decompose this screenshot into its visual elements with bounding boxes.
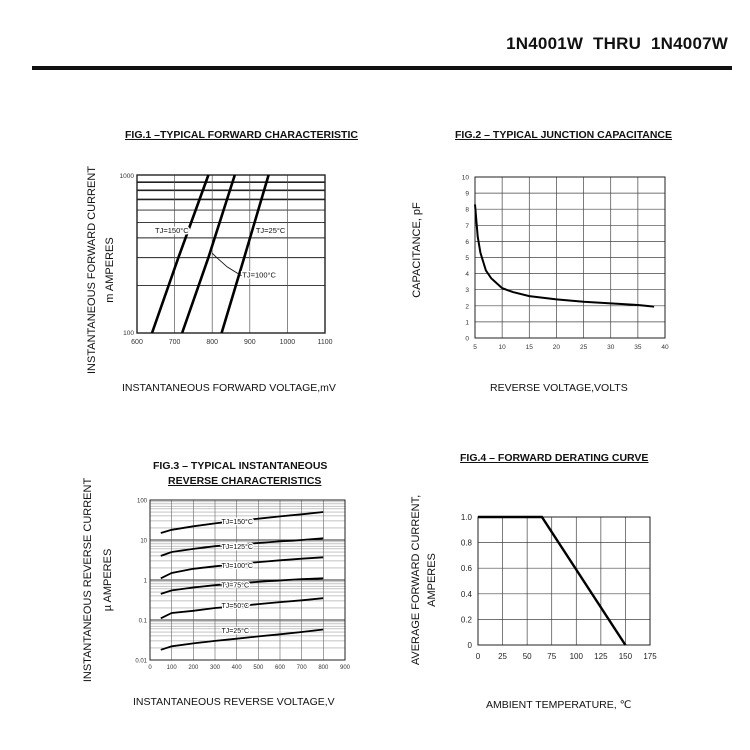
fig2-x-tick-label: 20 — [552, 344, 561, 351]
fig2-x-tick-label: 25 — [579, 344, 588, 351]
fig2-x-tick-label: 40 — [661, 344, 669, 351]
fig3-x-tick-label: 400 — [231, 665, 242, 671]
fig3-x-tick-label: 300 — [209, 665, 221, 671]
fig1-x-tick-label: 800 — [206, 339, 219, 346]
fig3-series-label: TJ=125°C — [221, 543, 253, 551]
fig4-ylabel-2: AMPERES — [426, 553, 438, 607]
fig4-x-tick-label: 0 — [475, 652, 481, 661]
fig2-y-tick-label: 3 — [465, 287, 469, 295]
fig1-ylabel-1: INSTANTANEOUS FORWARD CURRENT — [86, 166, 98, 374]
fig2-chart — [450, 165, 680, 365]
fig2-y-tick-label: 7 — [465, 222, 469, 230]
fig2-y-tick-label: 4 — [465, 271, 469, 279]
fig3-y-tick-label: 0.1 — [138, 618, 147, 625]
fig2-ylabel: CAPACITANCE, pF — [411, 202, 423, 298]
fig3-y-tick-label: 10 — [140, 538, 147, 545]
fig3-y-tick-label: 1 — [143, 578, 147, 585]
fig2-y-tick-label: 6 — [465, 238, 469, 246]
fig3-title-1: FIG.3 – TYPICAL INSTANTANEOUS — [153, 460, 328, 472]
fig1-xlabel: INSTANTANEOUS FORWARD VOLTAGE,mV — [122, 382, 336, 394]
fig4-x-tick-label: 150 — [618, 652, 633, 661]
fig4-x-tick-label: 75 — [547, 652, 557, 661]
fig4-y-tick-label: 0.8 — [460, 538, 472, 548]
fig2-y-tick-label: 8 — [465, 206, 469, 214]
fig4-title: FIG.4 – FORWARD DERATING CURVE — [460, 452, 649, 464]
fig4-y-tick-label: 0 — [467, 641, 472, 650]
fig3-series-label: TJ=25°C — [221, 627, 250, 635]
fig3-y-tick-label: 0.01 — [135, 658, 147, 665]
fig3-x-tick-label: 600 — [274, 665, 286, 671]
fig4-y-tick-label: 0.6 — [460, 564, 472, 574]
fig3-title-2: REVERSE CHARACTERISTICS — [168, 475, 322, 487]
fig1-title: FIG.1 –TYPICAL FORWARD CHARACTERISTIC — [125, 129, 358, 141]
fig4-frame — [478, 517, 650, 645]
fig1-x-tick-label: 1100 — [317, 339, 333, 346]
fig2-x-tick-label: 10 — [498, 344, 506, 351]
fig3-xlabel: INSTANTANEOUS REVERSE VOLTAGE,V — [133, 696, 335, 708]
fig3-series-label: TJ=50°C — [221, 602, 250, 610]
fig1-x-tick-label: 900 — [243, 339, 256, 346]
fig1-ylabel-2: m AMPERES — [104, 237, 116, 303]
fig2-x-tick-label: 5 — [473, 344, 477, 351]
fig3-ylabel-1: INSTANTANEOUS REVERSE CURRENT — [82, 477, 94, 683]
fig4-x-tick-label: 50 — [522, 652, 532, 661]
fig2-y-tick-label: 9 — [465, 190, 469, 198]
fig3-series-label: TJ=150°C — [221, 519, 253, 527]
fig2-x-tick-label: 30 — [607, 344, 615, 351]
fig3-y-tick-label: 100 — [136, 498, 147, 505]
page-header-title: 1N4001W THRU 1N4007W — [506, 34, 728, 53]
fig3-x-tick-label: 500 — [253, 665, 264, 671]
fig3-x-tick-label: 0 — [148, 665, 152, 671]
fig1-label-tj150: TJ=150°C — [155, 225, 189, 235]
fig3-x-tick-label: 100 — [166, 665, 177, 671]
fig4-x-tick-label: 100 — [569, 652, 583, 661]
fig4-x-tick-label: 125 — [594, 652, 608, 661]
fig4-x-tick-label: 175 — [643, 652, 657, 661]
fig3-x-tick-label: 900 — [339, 665, 351, 671]
fig1-x-tick-label: 700 — [168, 339, 181, 346]
fig3-x-tick-label: 700 — [296, 665, 307, 671]
fig1-label-tj100: TJ=100°C — [242, 270, 276, 280]
fig1-label-tj25: TJ=25°C — [255, 225, 286, 235]
fig3-ylabel-2: µ AMPERES — [102, 548, 114, 612]
fig3-chart — [120, 490, 360, 675]
fig2-y-tick-label: 10 — [461, 174, 469, 182]
fig4-y-tick-label: 0.4 — [460, 589, 472, 599]
fig1-y-tick-label: 100 — [123, 330, 134, 337]
fig4-ylabel-1: AVERAGE FORWARD CURRENT, — [410, 494, 422, 666]
fig1-x-tick-label: 1000 — [279, 339, 296, 346]
fig1-pointer-line — [212, 253, 241, 276]
fig3-series-label: TJ=100°C — [221, 562, 253, 570]
fig4-x-tick-label: 25 — [498, 652, 508, 661]
fig2-x-tick-label: 15 — [525, 344, 533, 351]
fig2-title: FIG.2 – TYPICAL JUNCTION CAPACITANCE — [455, 129, 673, 141]
fig1-y-tick-label: 1000 — [119, 173, 134, 180]
fig4-y-tick-label: 0.2 — [460, 615, 472, 625]
fig4-y-tick-label: 1.0 — [460, 513, 472, 522]
fig3-series-label: TJ=75°C — [221, 582, 250, 590]
fig1-x-tick-label: 600 — [131, 339, 143, 346]
fig2-y-tick-label: 0 — [465, 335, 469, 343]
fig3-x-tick-label: 800 — [318, 665, 329, 671]
fig2-x-tick-label: 35 — [634, 344, 642, 351]
fig2-y-tick-label: 2 — [465, 303, 469, 311]
fig2-y-tick-label: 5 — [465, 255, 469, 262]
fig4-xlabel: AMBIENT TEMPERATURE, ℃ — [486, 699, 632, 711]
fig3-x-tick-label: 200 — [188, 665, 199, 671]
fig4-chart — [450, 500, 670, 685]
header-rule — [32, 66, 732, 70]
fig1-chart — [115, 165, 365, 365]
fig2-xlabel: REVERSE VOLTAGE,VOLTS — [490, 382, 628, 394]
fig2-y-tick-label: 1 — [465, 319, 469, 327]
